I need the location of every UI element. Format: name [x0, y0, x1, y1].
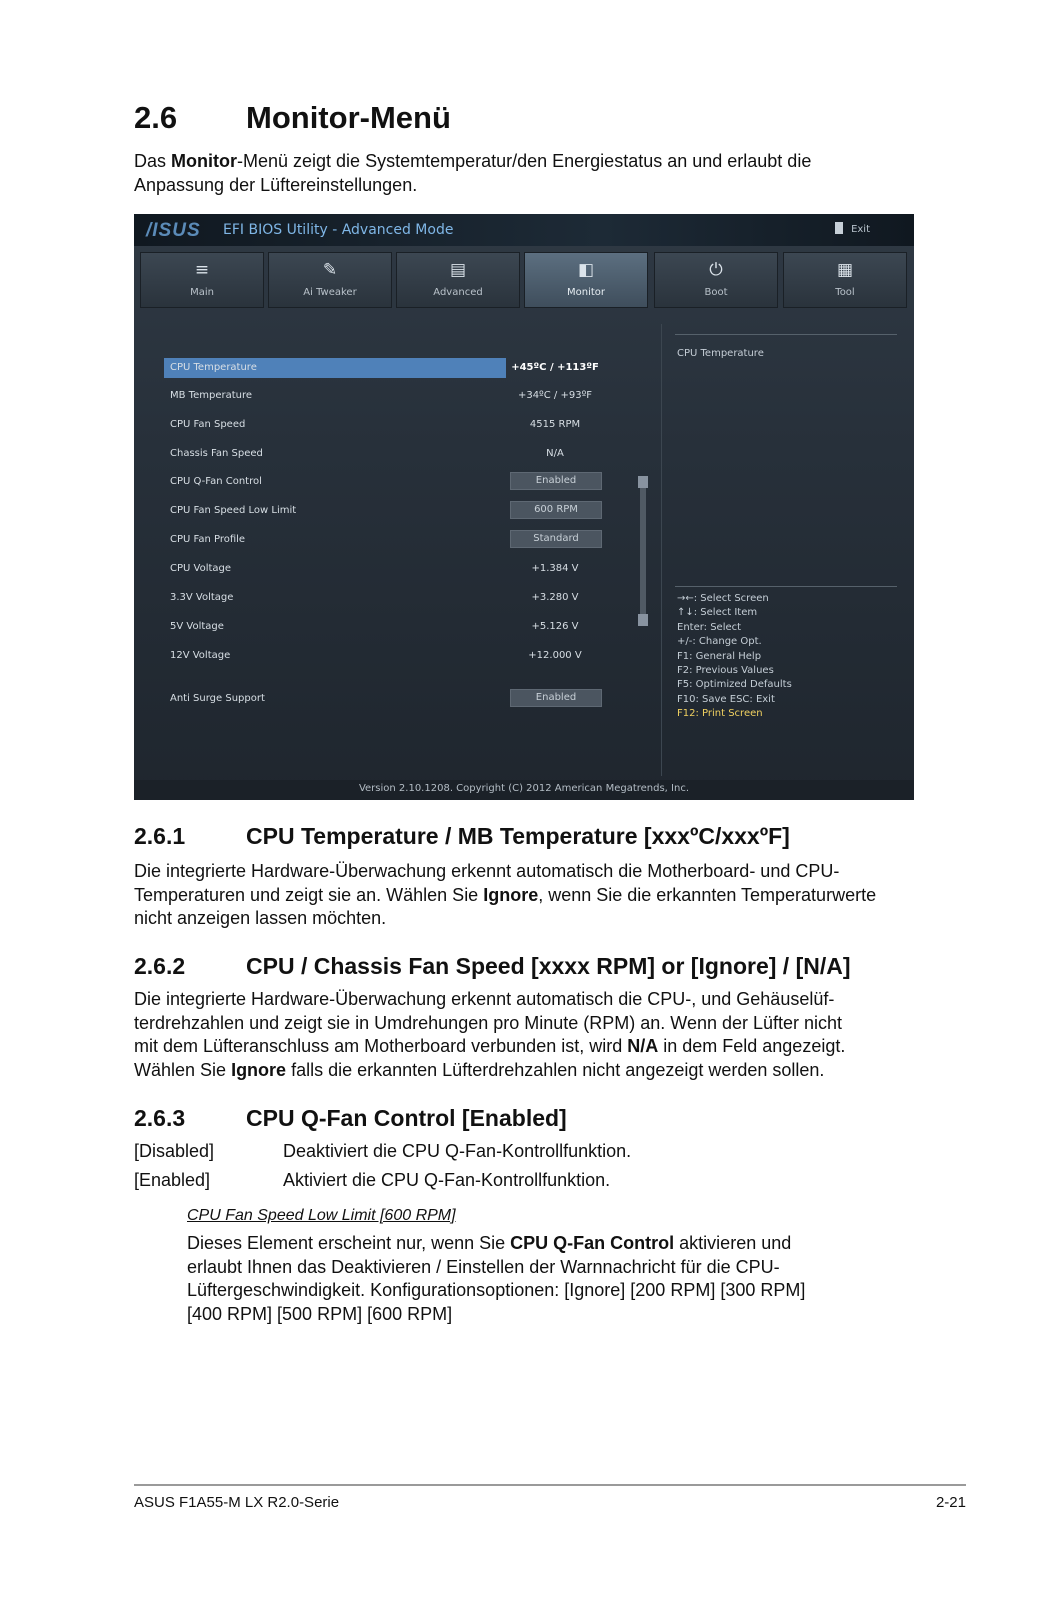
bios-help-panel — [661, 324, 908, 776]
key-hint-print-screen: F12: Print Screen — [677, 708, 763, 720]
text-line: nicht anzeigen lassen möchten. — [134, 908, 387, 928]
bios-tabs — [140, 252, 908, 308]
scroll-up-handle[interactable] — [638, 476, 648, 488]
row-value: +12.000 V — [528, 650, 582, 661]
row-chassis-fan-speed[interactable] — [164, 444, 654, 464]
key-hint: →←: Select Screen — [677, 593, 769, 604]
sub-item-heading: CPU Fan Speed Low Limit [600 RPM] — [187, 1207, 456, 1224]
row-3-3v-voltage[interactable] — [164, 588, 654, 608]
tab-label: Main — [190, 287, 214, 298]
text-line: Die integrierte Hardware-Überwachung erkennt automatisch die Motherboard- und CPU- — [134, 861, 840, 881]
option-enabled — [134, 1170, 610, 1191]
page-number: 2-21 — [935, 1494, 966, 1511]
key-hint: F5: Optimized Defaults — [677, 679, 792, 691]
row-anti-surge-support[interactable] — [164, 689, 654, 709]
tab-label: Boot — [704, 287, 728, 298]
bios-screenshot — [134, 214, 914, 800]
subsection-number: 2.6.3 — [134, 1105, 186, 1131]
subsection-heading-2-6-2 — [134, 953, 851, 980]
text-line: Wählen Sie — [134, 1059, 232, 1080]
subsection-title: CPU Temperature / MB Temperature [xxxºC/xxxºF] — [246, 823, 790, 849]
row-label: CPU Fan Profile — [170, 534, 246, 545]
text-line: Lüftergeschwindigkeit. Konfigurationsoptionen: [Ignore] [200 RPM] [300 RPM] — [187, 1280, 806, 1300]
bold-term: Ignore — [483, 884, 539, 905]
row-value: +1.384 V — [531, 563, 579, 574]
paragraph-2-6-2 — [134, 988, 934, 1082]
text-line: aktivieren und — [674, 1233, 792, 1253]
anti-surge-select[interactable]: Enabled — [510, 689, 602, 707]
row-label: 12V Voltage — [170, 650, 231, 661]
option-key: [Enabled] — [134, 1170, 211, 1190]
subsection-number: 2.6.2 — [134, 953, 186, 979]
row-value: +45ºC / +113ºF — [511, 362, 599, 373]
exit-icon — [835, 222, 843, 234]
option-desc: Aktiviert die CPU Q-Fan-Kontrollfunktion. — [283, 1170, 611, 1190]
tab-label: Advanced — [433, 287, 483, 298]
sub-item-paragraph — [187, 1232, 867, 1326]
key-hint: F2: Previous Values — [677, 665, 774, 677]
option-desc: Deaktiviert die CPU Q-Fan-Kontrollfunktion. — [283, 1141, 632, 1161]
help-title: CPU Temperature — [677, 348, 764, 359]
text-line: falls die erkannten Lüfterdrehzahlen nicht angezeigt werden sollen. — [286, 1059, 825, 1080]
intro-text: Das — [134, 151, 172, 171]
row-cpu-temperature[interactable] — [164, 358, 654, 378]
row-label: CPU Q-Fan Control — [170, 476, 262, 487]
text-line: erlaubt Ihnen das Deaktivieren / Einstellen der Warnnachricht für die CPU- — [187, 1256, 780, 1277]
text-line: Die integrierte Hardware-Überwachung erkennt automatisch die CPU-, und Gehäuselüf- — [134, 989, 835, 1009]
text-line: , wenn Sie die erkannten Temperaturwerte — [538, 884, 877, 905]
option-disabled — [134, 1141, 631, 1162]
row-label: CPU Fan Speed Low Limit — [170, 505, 297, 516]
key-hint: Enter: Select — [677, 621, 742, 633]
divider — [675, 586, 897, 587]
divider — [675, 334, 897, 335]
option-key: [Disabled] — [134, 1141, 215, 1161]
subsection-title: CPU / Chassis Fan Speed [xxxx RPM] or [Ignore] / [N/A] — [246, 953, 851, 979]
row-value: 4515 RPM — [529, 419, 581, 430]
intro-text: Anpassung der Lüftereinstellungen. — [134, 174, 418, 195]
key-hint: F1: General Help — [677, 650, 762, 662]
section-title: Monitor-Menü — [246, 100, 451, 135]
row-5v-voltage[interactable] — [164, 617, 654, 637]
intro-bold: Monitor — [171, 151, 237, 171]
q-fan-control-select[interactable]: Enabled — [510, 472, 602, 490]
scroll-down-handle[interactable] — [638, 614, 648, 626]
intro-text: -Menü zeigt die Systemtemperatur/den Energiestatus an und erlaubt die — [237, 151, 812, 171]
bold-term: Ignore — [231, 1059, 287, 1080]
tab-label: Tool — [835, 287, 855, 298]
bios-title-bar — [134, 214, 914, 246]
footer-divider — [134, 1484, 966, 1486]
row-cpu-voltage[interactable] — [164, 559, 654, 579]
tab-tool[interactable] — [783, 252, 907, 308]
advanced-icon: ▤ — [449, 260, 467, 280]
power-icon: ⏻ — [709, 260, 723, 280]
section-number: 2.6 — [134, 100, 178, 135]
bios-version: Version 2.10.1208. Copyright (C) 2012 American Megatrends, Inc. — [134, 780, 914, 800]
row-12v-voltage[interactable] — [164, 646, 654, 666]
row-label: Chassis Fan Speed — [170, 448, 263, 459]
text-line: [400 RPM] [500 RPM] [600 RPM] — [187, 1303, 453, 1324]
exit-button[interactable] — [835, 222, 870, 235]
row-label: 3.3V Voltage — [170, 592, 234, 603]
bold-term: CPU Q-Fan Control — [510, 1233, 675, 1253]
subsection-heading-2-6-1 — [134, 823, 790, 850]
tool-icon: ▦ — [836, 260, 854, 280]
bold-term: N/A — [627, 1036, 659, 1056]
row-label: CPU Temperature — [170, 362, 257, 373]
tab-label: Monitor — [566, 287, 605, 298]
fan-profile-select[interactable]: Standard — [510, 530, 602, 548]
text-line: terdrehzahlen und zeigt sie in Umdrehungen pro Minute (RPM) an. Wenn der Lüfter nicht — [134, 1012, 843, 1033]
row-value: N/A — [546, 448, 564, 459]
paragraph-2-6-1 — [134, 860, 934, 931]
subsection-title: CPU Q-Fan Control [Enabled] — [246, 1105, 567, 1131]
section-heading — [134, 100, 451, 136]
list-icon: ≡ — [194, 260, 210, 280]
subsection-heading-2-6-3 — [134, 1105, 567, 1132]
footer-product: ASUS F1A55-M LX R2.0-Serie — [134, 1494, 340, 1511]
row-cpu-q-fan-control[interactable] — [164, 472, 654, 492]
row-value: +5.126 V — [531, 621, 579, 632]
text-line: Dieses Element erscheint nur, wenn Sie — [187, 1233, 511, 1253]
subsection-number: 2.6.1 — [134, 823, 186, 849]
key-legend — [677, 592, 792, 722]
tab-label: Ai Tweaker — [303, 287, 357, 298]
row-label: 5V Voltage — [170, 621, 224, 632]
row-mb-temperature[interactable] — [164, 386, 654, 406]
tab-advanced[interactable] — [396, 252, 520, 308]
tweaker-icon: ✎ — [322, 260, 338, 280]
fan-low-limit-select[interactable]: 600 RPM — [510, 501, 602, 519]
monitor-icon: ◧ — [577, 260, 595, 280]
intro-paragraph — [134, 150, 934, 197]
key-hint: +/-: Change Opt. — [677, 636, 762, 648]
row-label: CPU Fan Speed — [170, 419, 246, 430]
row-cpu-fan-speed-low-limit[interactable] — [164, 501, 654, 521]
row-cpu-fan-speed[interactable] — [164, 415, 654, 435]
tab-ai-tweaker[interactable] — [268, 252, 392, 308]
row-label: Anti Surge Support — [170, 693, 265, 704]
asus-logo: /ISUS — [146, 220, 201, 241]
row-label: MB Temperature — [170, 390, 253, 401]
row-value: +34ºC / +93ºF — [517, 390, 593, 401]
exit-label: Exit — [851, 224, 870, 235]
bios-settings-list — [146, 334, 656, 774]
tab-boot[interactable] — [654, 252, 778, 308]
text-line: Temperaturen und zeigt sie an. Wählen Sie — [134, 884, 484, 905]
row-cpu-fan-profile[interactable] — [164, 530, 654, 550]
key-hint: F10: Save ESC: Exit — [677, 693, 775, 705]
text-line: in dem Feld angezeigt. — [658, 1036, 846, 1056]
settings-scrollbar[interactable] — [640, 476, 646, 626]
tab-monitor[interactable] — [524, 252, 648, 308]
row-value: +3.280 V — [531, 592, 579, 603]
text-line: mit dem Lüfteranschluss am Motherboard verbunden ist, wird — [134, 1036, 628, 1056]
bios-title: EFI BIOS Utility - Advanced Mode — [223, 222, 454, 238]
row-label: CPU Voltage — [170, 563, 232, 574]
key-hint: ↑↓: Select Item — [677, 607, 758, 619]
tab-main[interactable] — [140, 252, 264, 308]
